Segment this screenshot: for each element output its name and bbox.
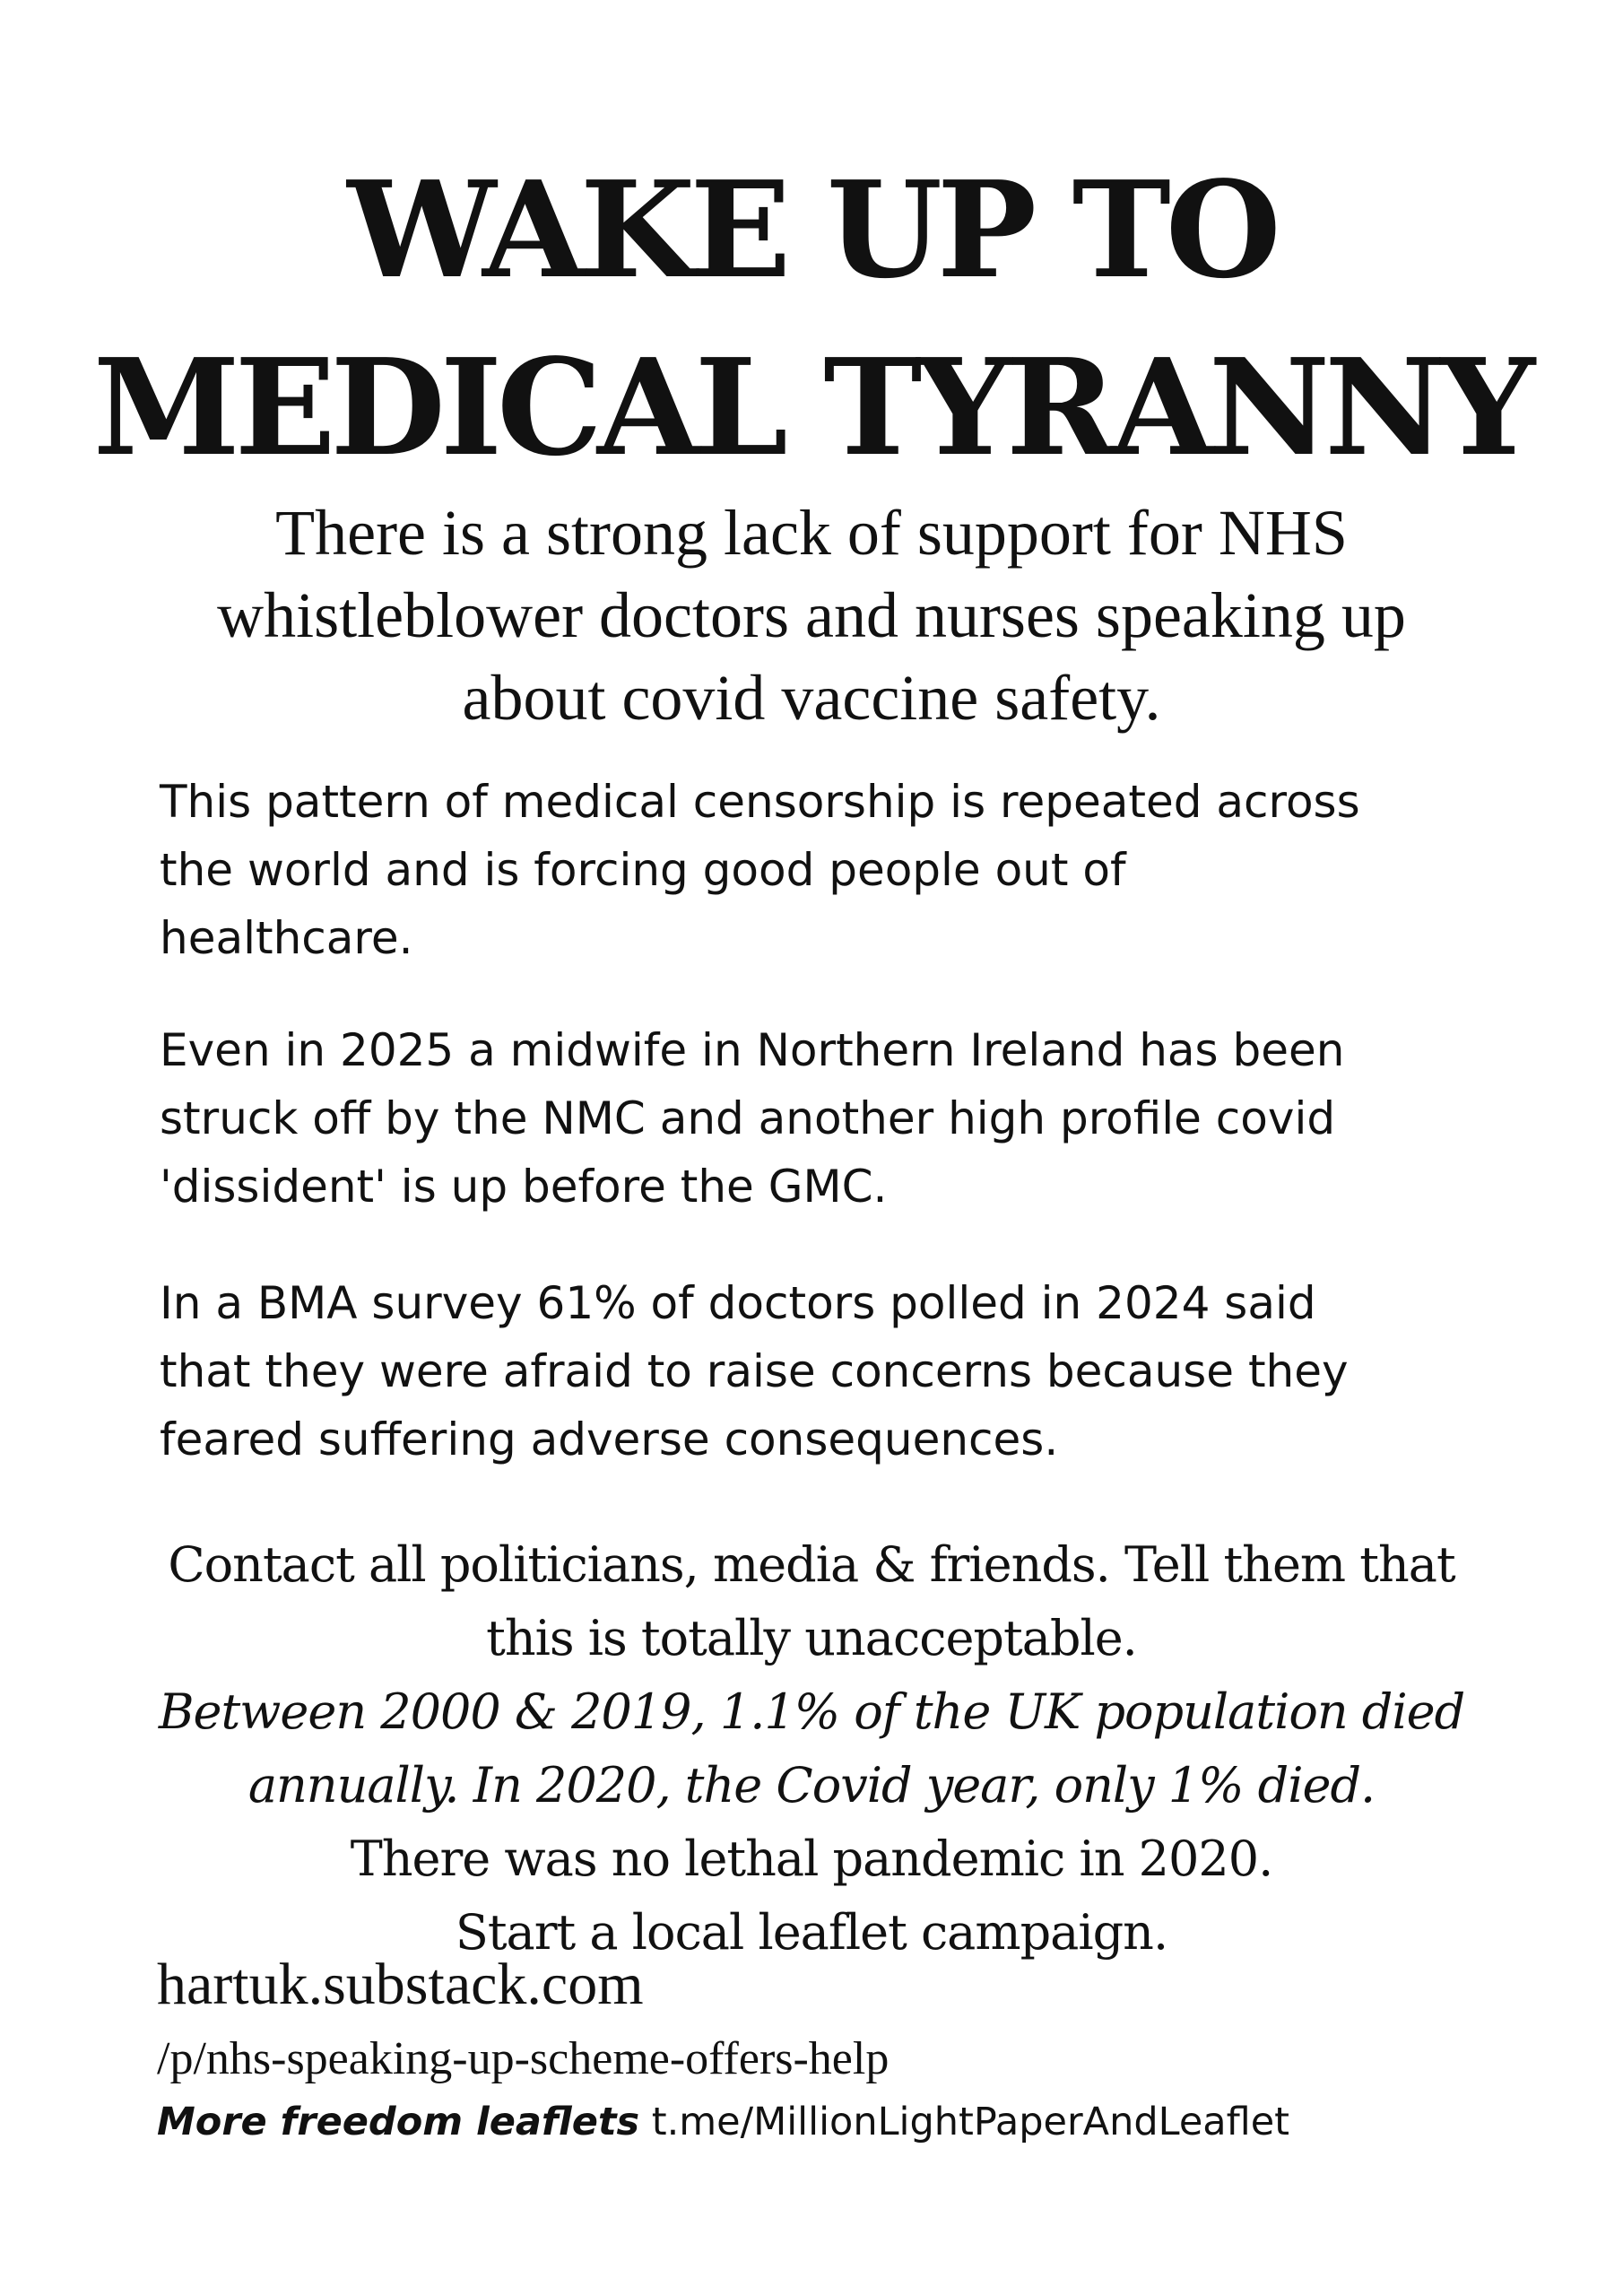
statistic-line: Between 2000 & 2019, 1.1% of the UK population died: [158, 1683, 1465, 1740]
statistic-line: annually. In 2020, the Covid year, only 1% died.: [247, 1757, 1376, 1813]
intro-line: whistleblower doctors and nurses speaking up: [217, 579, 1406, 651]
paragraph-line: This pattern of medical censorship is repeated across: [160, 776, 1360, 828]
intro-line: There is a strong lack of support for NHS: [275, 497, 1348, 569]
paragraph-line: In a BMA survey 61% of doctors polled in 2024 said: [160, 1277, 1316, 1329]
intro-text: [108, 491, 1515, 739]
paragraph-line: healthcare.: [160, 912, 413, 964]
footer-line: [157, 2100, 1290, 2144]
paragraph-midwife: [160, 1016, 1460, 1221]
campaign-line: Start a local leaflet campaign.: [455, 1904, 1168, 1961]
site-path: /p/nhs-speaking-up-scheme-offers-help: [157, 2033, 890, 2084]
intro-line: about covid vaccine safety.: [462, 662, 1161, 734]
paragraph-censorship: [160, 768, 1460, 972]
headline-line-1: WAKE UP TO: [347, 152, 1276, 308]
contact-line: this is totally unacceptable.: [486, 1610, 1137, 1666]
paragraph-line: that they were afraid to raise concerns because they: [160, 1345, 1349, 1397]
pandemic-line: There was no lethal pandemic in 2020.: [350, 1831, 1273, 1887]
paragraph-line: the world and is forcing good people out of: [160, 844, 1126, 896]
headline-line-2: MEDICAL TYRANNY: [92, 329, 1531, 485]
paragraph-line: Even in 2025 a midwife in Northern Ireland has been: [160, 1024, 1345, 1076]
site-link: hartuk.substack.com: [157, 1952, 644, 2017]
paragraph-line: 'dissident' is up before the GMC.: [160, 1161, 888, 1213]
closing-text: [99, 1528, 1524, 1970]
paragraph-bma-survey: [160, 1269, 1460, 1474]
footer-lead: More freedom leaflets: [157, 2100, 640, 2144]
paragraph-line: feared suffering adverse consequences.: [160, 1413, 1059, 1465]
footer-link: t.me/MillionLightPaperAndLeaflet: [651, 2100, 1290, 2144]
paragraph-line: struck off by the NMC and another high profile covid: [160, 1092, 1336, 1144]
contact-line: Contact all politicians, media & friends. Tell them that: [168, 1536, 1455, 1593]
